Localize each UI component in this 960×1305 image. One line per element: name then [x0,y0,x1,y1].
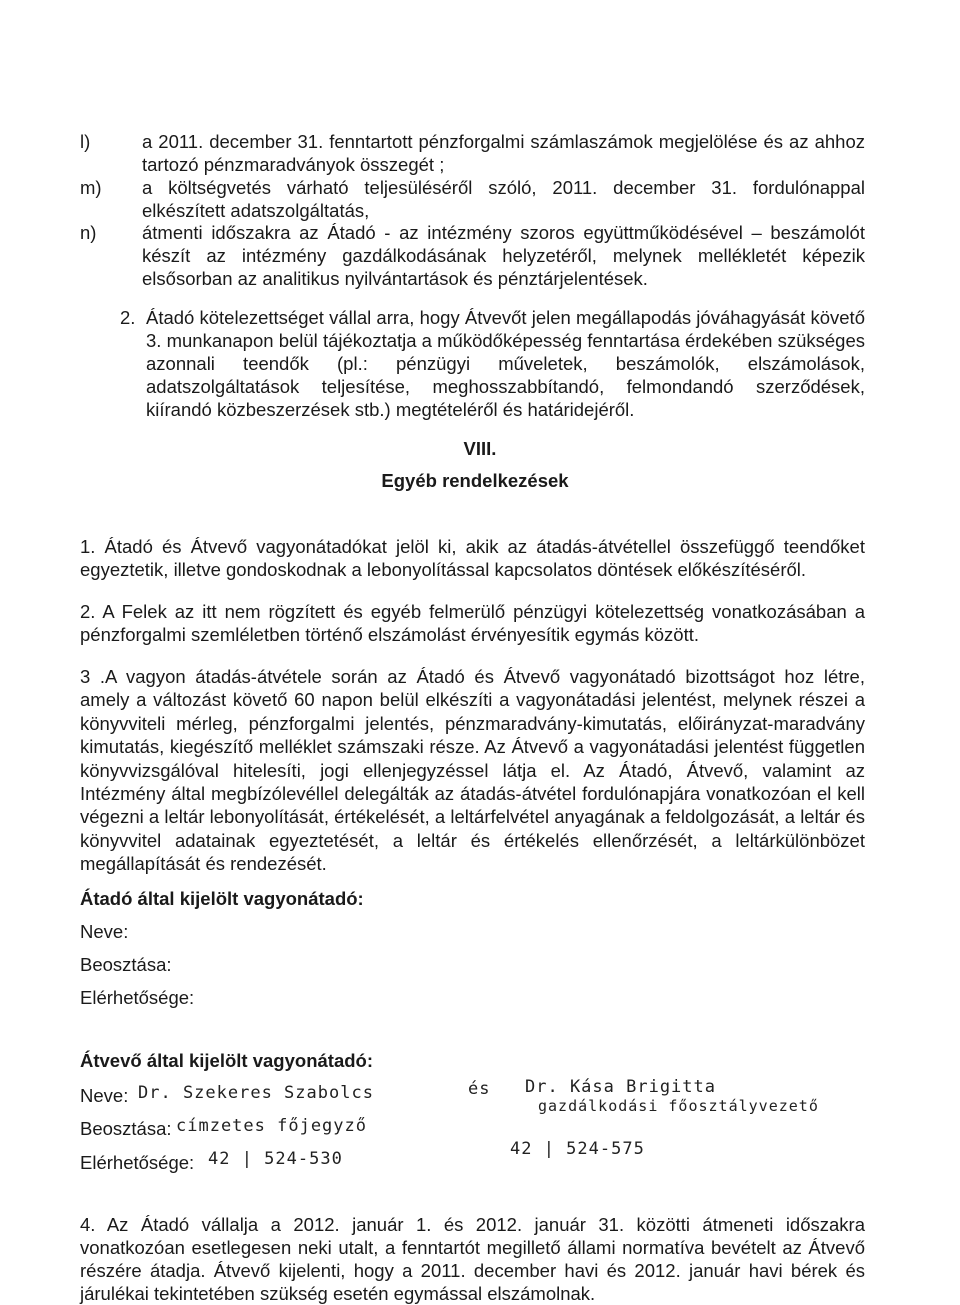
atado-contact-label: Elérhetősége: [80,987,195,1008]
and-word: és [468,1079,491,1099]
paragraph-2: 2. A Felek az itt nem rögzített és egyéb felmerülő pénzügyi kötelezettség vonatkozásában a pénzforgalmi szemléletben történő elszámolást érvényesítik egymás között. [80,601,865,645]
atado-heading: Átadó által kijelölt vagyonátadó: [80,888,364,909]
list-item-n [80,221,865,290]
atvevo-name-value-2: Dr. Kása Brigitta [525,1077,716,1097]
list-item-text: a költségvetés várható teljesüléséről szóló, 2011. december 31. fordulónappal elkészített adatszolgáltatás, [142,177,865,221]
point-2-marker: 2. [120,307,136,328]
point-2-text: Átadó kötelezettséget vállal arra, hogy Átvevőt jelen megállapodás jóváhagyását követő 3. munkanapon belül tájékoztatja a működőképesség fenntartása érdekében szükséges azonnali teendők (pl.: pénzügyi műveletek, beszámolók, elszámolások, adatszolgáltatások teljesítése, meghosszabbítandó, felmondandó szerződések, kiírandó közbeszerzések stb.) megtételéről és határidejéről. [146,307,865,420]
paragraph-1: 1. Átadó és Átvevő vagyonátadókat jelöl ki, akik az átadás-átvétellel összefüggő teendőket egyeztetik, illetve gondoskodnak a lebonyolítással kapcsolatos döntések előkészítéséről. [80,536,865,580]
list-marker: m) [80,177,102,198]
atvevo-name-label: Neve: [80,1085,129,1106]
atvevo-contact-value: 42 | 524-530 [208,1149,343,1169]
list-marker: n) [80,222,97,243]
section-title: Egyéb rendelkezések [381,470,569,491]
point-2 [120,306,865,421]
atvevo-contact-label: Elérhetősége: [80,1152,195,1173]
point-4: 4. Az Átadó vállalja a 2012. január 1. és 2012. január 31. közötti átmeneti időszakra vonatkozóan esetlegesen neki utalt, a fenntartót megillető állami normatíva bevételt az Átvevő részére átadja. Átvevő kijelenti, hogy a 2011. december havi és 2012. január havi bérek és járulékai tekintetében szükség esetén egymással elszámolnak. [80,1214,865,1304]
list-item-text: átmenti időszakra az Átadó - az intézmény szoros együttműködésével – beszámolót készít az intézmény gazdálkodásának helyzetéről, melynek mellékletét képezik elsősorban az analitikus nyilvántartások és pénztárjelentések. [142,222,865,289]
section-number: VIII. [463,438,497,459]
atvevo-position-value-2: gazdálkodási főosztályvezető [538,1097,819,1115]
list-item-m [80,176,865,222]
atado-position-label: Beosztása: [80,954,172,975]
list-item-l [80,130,865,176]
atvevo-position-label: Beosztása: [80,1118,172,1139]
atvevo-heading: Átvevő által kijelölt vagyonátadó: [80,1050,373,1071]
paragraph-3: 3 .A vagyon átadás-átvétele során az Átadó és Átvevő vagyonátadó bizottságot hoz létre, amely a változást követő 60 napon belül elkészíti a vagyonátadási jelentést, melynek részei a könyvviteli mérleg, pénzforgalmi jelentés, pénzmaradvány-kimutatás, előirányzat-maradvány kimutatás, kiegészítő melléklet számszaki része. Az Átvevő a vagyonátadási jelentést független könyvvizsgálóval hitelesíti, jogi ellenjegyzéssel látja el. Az Átadó, Átvevő, valamint az Intézmény által megbízólevéllel delegálták az átadás-átvétel fordulónapjára vonatkozóan el kell végezni a leltár lebonyolítását, értékelését, a leltárfelvétel anyagának a feldolgozását, a leltár és könyvvitel adatainak egyeztetését, a leltár és értékelés ellenőrzését, a leltárkülönbözet megállapítását és rendezését. [80,666,865,875]
atado-name-label: Neve: [80,921,129,942]
atvevo-position-value: címzetes főjegyző [176,1116,367,1136]
atvevo-contact-value-2: 42 | 524-575 [510,1139,645,1159]
atvevo-name-value: Dr. Szekeres Szabolcs [138,1083,374,1103]
list-item-text: a 2011. december 31. fenntartott pénzforgalmi számlaszámok megjelölése és az ahhoz tartozó pénzmaradványok összegét ; [142,131,865,175]
list-marker: l) [80,131,91,152]
